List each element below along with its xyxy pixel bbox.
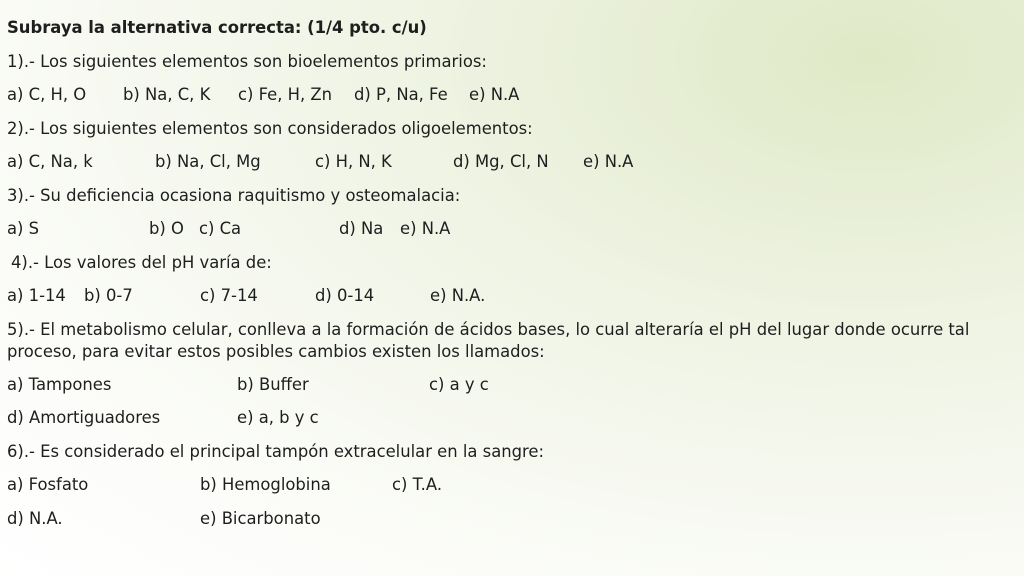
- option-b: b) Na, C, K: [123, 85, 211, 104]
- option-c: c) a y c: [429, 374, 489, 394]
- question-5: 5).- El metabolismo celular, conlleva a la formación de ácidos bases, lo cual alteraría el pH del lugar donde ocurre tal proceso, para evitar estos posibles cambios existen los llamados:: [7, 319, 970, 361]
- question-4: 4).- Los valores del pH varía de:: [11, 252, 272, 272]
- option-e: e) N.A: [583, 152, 634, 171]
- option-a: a) Tampones: [7, 374, 112, 394]
- option-c: c) 7-14: [200, 286, 258, 305]
- quiz-content: [7, 11, 1019, 535]
- option-a: a) C, Na, k: [7, 152, 93, 171]
- option-b: b) Buffer: [237, 374, 309, 394]
- question-3-options: [7, 212, 1019, 246]
- option-c: c) T.A.: [392, 475, 443, 494]
- option-d: d) Na: [339, 219, 384, 238]
- question-5-options-row-2: [7, 401, 1019, 435]
- question-4-options: [7, 279, 1019, 313]
- option-e: e) N.A.: [430, 286, 486, 305]
- question-6: 6).- Es considerado el principal tampón extracelular en la sangre:: [7, 441, 545, 461]
- option-b: b) Na, Cl, Mg: [155, 152, 261, 171]
- quiz-title: Subraya la alternativa correcta: (1/4 pto. c/u): [7, 18, 427, 37]
- question-1-options: [7, 78, 1019, 112]
- option-e: e) N.A: [469, 85, 520, 104]
- question-6-options-row-2: [7, 502, 1019, 536]
- option-e: e) a, b y c: [237, 408, 319, 427]
- option-c: c) H, N, K: [315, 152, 392, 171]
- question-6-options-row-1: [7, 468, 1019, 502]
- option-a: a) 1-14: [7, 286, 66, 305]
- option-a: a) C, H, O: [7, 85, 87, 104]
- option-c: c) Fe, H, Zn: [238, 85, 333, 104]
- option-d: d) N.A.: [7, 508, 63, 528]
- question-2-options: [7, 145, 1019, 179]
- option-c: c) Ca: [199, 219, 242, 238]
- option-d: d) 0-14: [315, 286, 375, 305]
- option-e: e) Bicarbonato: [200, 508, 321, 528]
- option-a: a) S: [7, 219, 40, 238]
- option-d: d) Mg, Cl, N: [453, 152, 549, 171]
- option-b: b) 0-7: [84, 286, 133, 305]
- option-b: b) O: [149, 219, 184, 238]
- question-3: 3).- Su deficiencia ocasiona raquitismo y osteomalacia:: [7, 185, 461, 205]
- option-d: d) Amortiguadores: [7, 408, 161, 427]
- option-a: a) Fosfato: [7, 475, 89, 494]
- option-e: e) N.A: [400, 219, 451, 238]
- question-5-options-row-1: [7, 368, 1019, 402]
- question-1: 1).- Los siguientes elementos son bioelementos primarios:: [7, 51, 487, 71]
- option-b: b) Hemoglobina: [200, 475, 331, 494]
- question-2: 2).- Los siguientes elementos son considerados oligoelementos:: [7, 118, 533, 138]
- option-d: d) P, Na, Fe: [354, 85, 448, 104]
